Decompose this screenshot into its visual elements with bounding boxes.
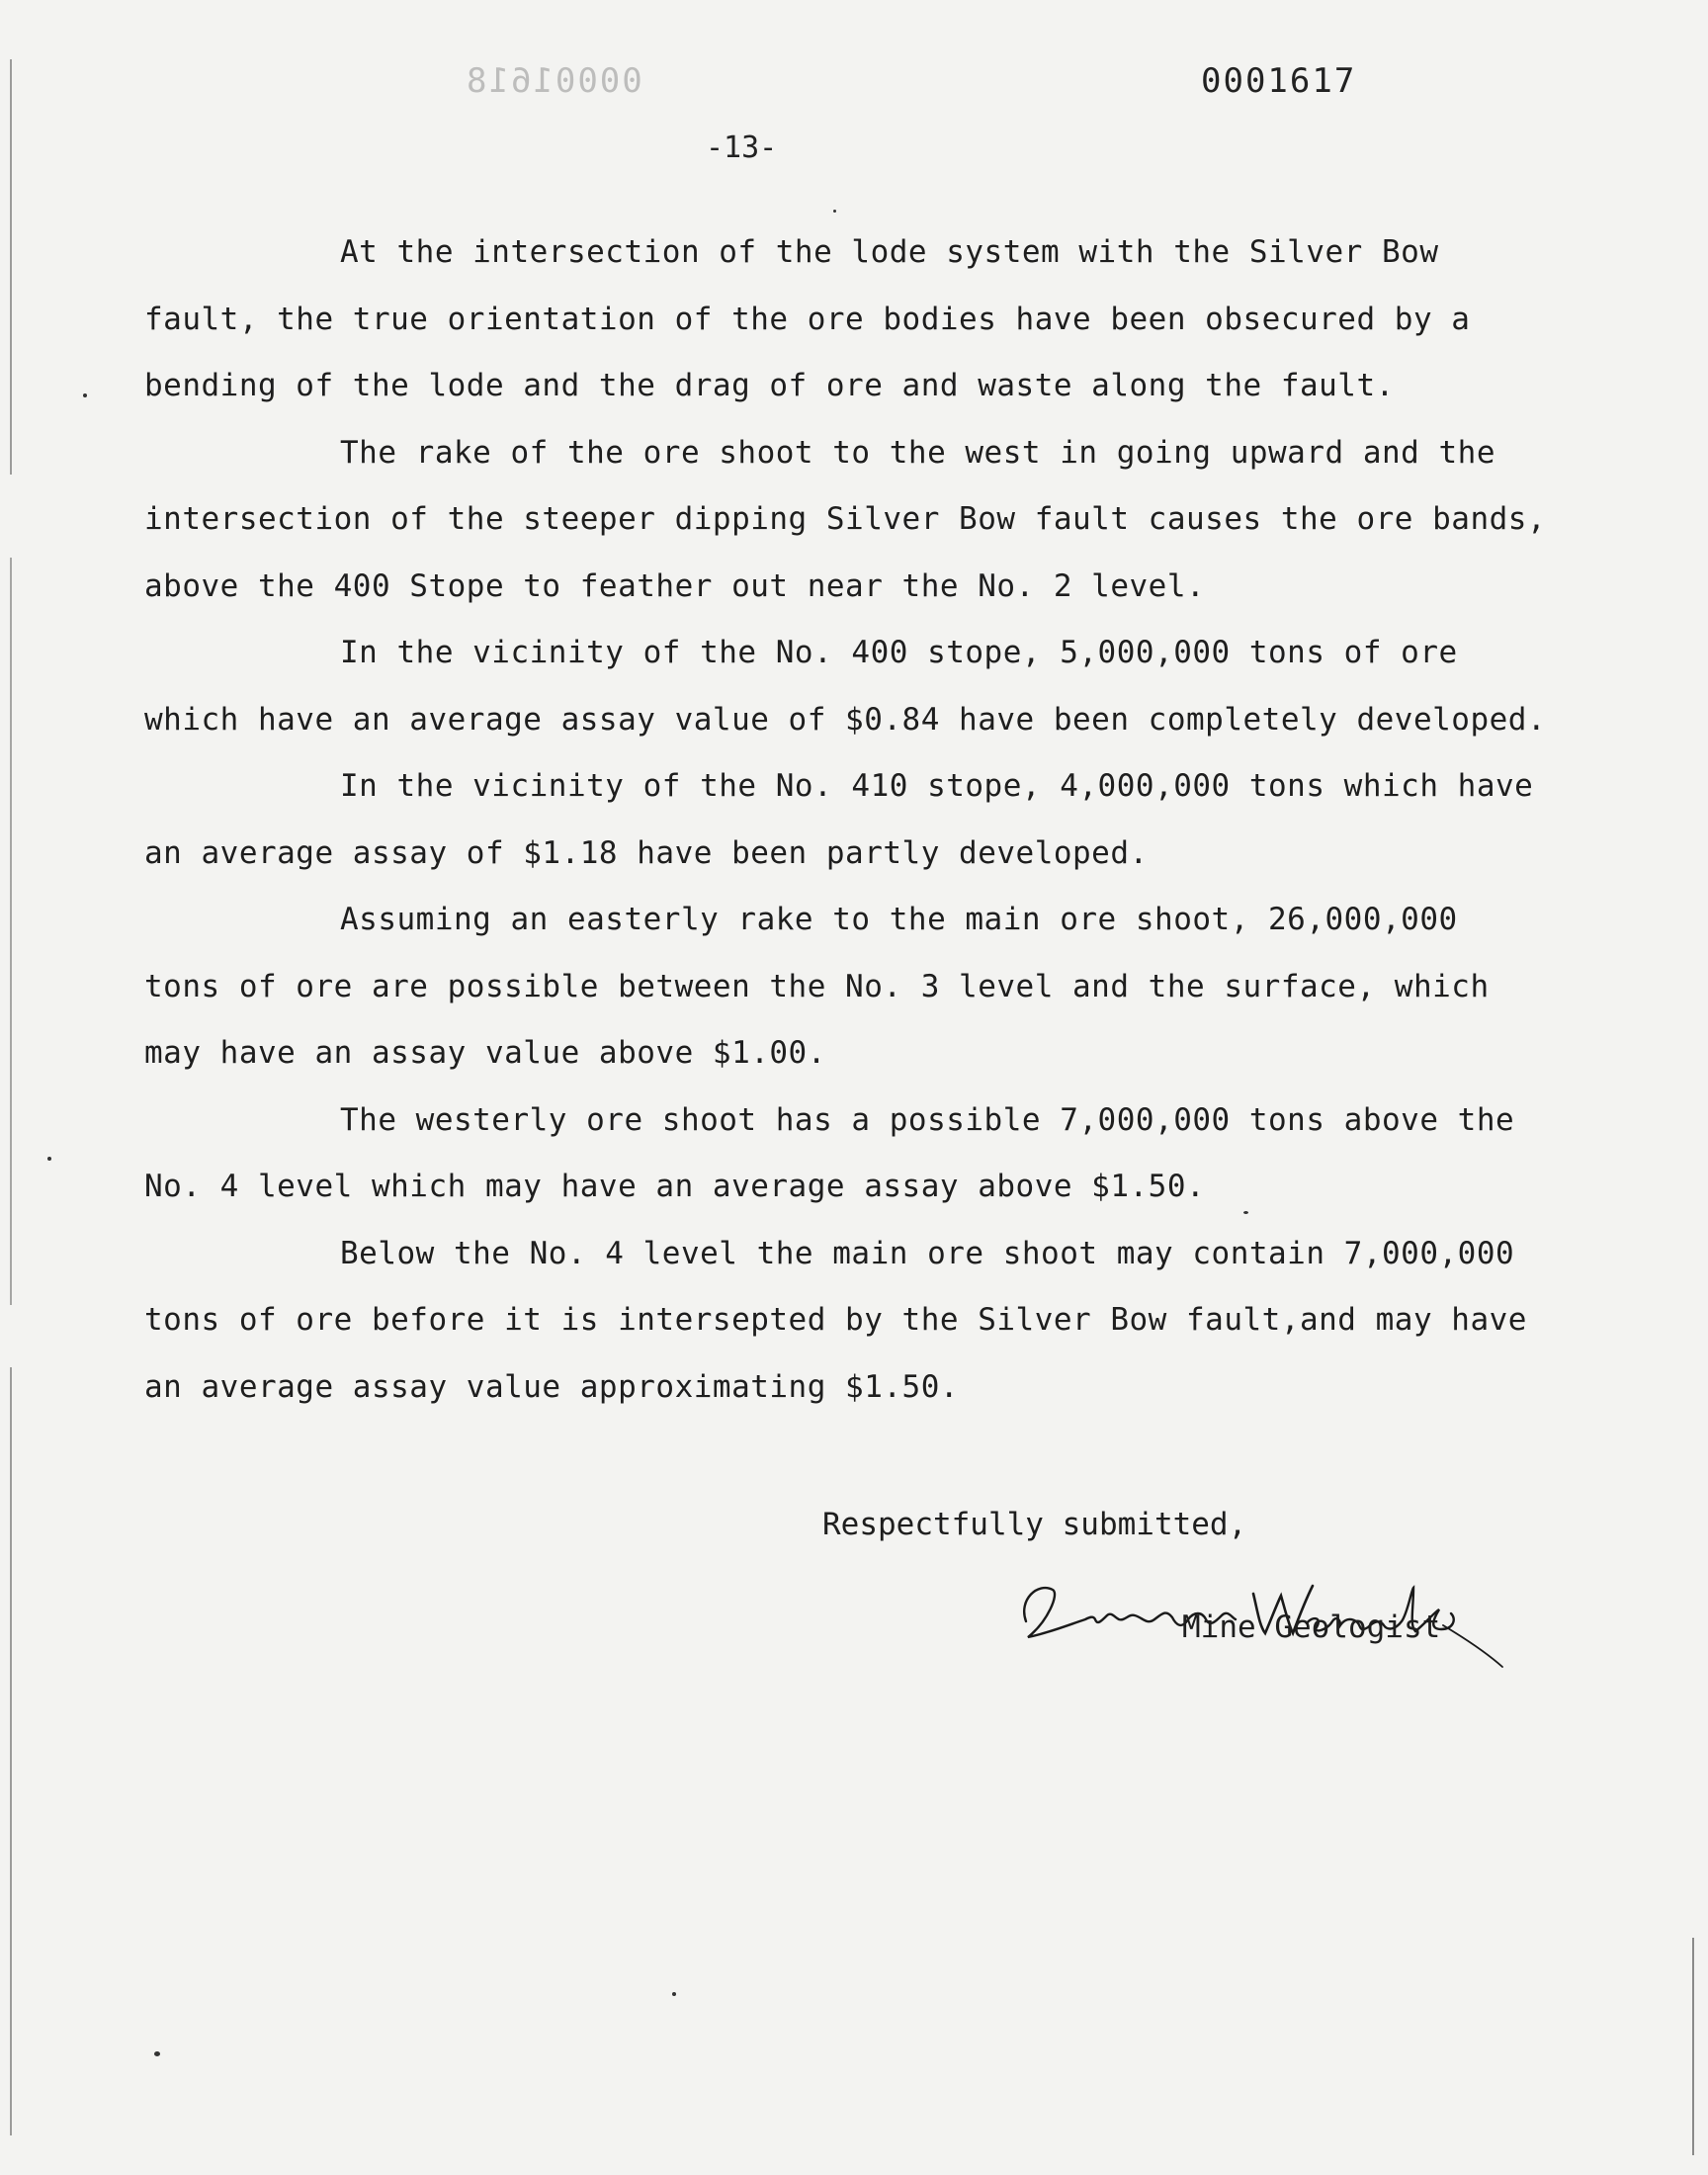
scan-edge-right xyxy=(1692,1938,1694,2155)
scan-speck xyxy=(83,393,87,397)
text-line: may have an assay value above $1.00. xyxy=(144,1035,826,1071)
text-line: an average assay value approximating $1.50. xyxy=(144,1368,960,1405)
document-number: 0001617 xyxy=(1201,61,1357,101)
scan-speck xyxy=(154,2051,160,2056)
signatory-title: Mine Geologist xyxy=(1182,1610,1441,1645)
text-line: The westerly ore shoot has a possible 7,000,000 tons above the xyxy=(340,1101,1515,1138)
paragraph xyxy=(144,1088,1647,1155)
paragraph xyxy=(144,1221,1647,1288)
paragraph-continuation xyxy=(144,821,1647,888)
paragraph xyxy=(144,887,1647,954)
bleed-through-number: 00001618 xyxy=(465,61,642,101)
scan-speck xyxy=(47,1157,51,1161)
paragraph xyxy=(144,420,1647,487)
body-text xyxy=(144,219,1647,1421)
page-number: -13- xyxy=(706,130,778,165)
paragraph xyxy=(144,620,1647,687)
text-line: above the 400 Stope to feather out near the No. 2 level. xyxy=(144,567,1206,604)
paragraph-continuation xyxy=(144,1287,1647,1421)
closing-salutation: Respectfully submitted, xyxy=(822,1507,1247,1542)
text-line: In the vicinity of the No. 410 stope, 4,000,000 tons which have xyxy=(340,768,1534,804)
text-line: Below the No. 4 level the main ore shoot may contain 7,000,000 xyxy=(340,1235,1515,1271)
text-line: fault, the true orientation of the ore bodies have been obsecured by a xyxy=(144,301,1471,337)
scan-speck xyxy=(1243,1211,1248,1214)
paragraph xyxy=(144,753,1647,821)
text-line: which have an average assay value of $0.84 have been completely developed. xyxy=(144,701,1547,738)
text-line: tons of ore before it is intersepted by the Silver Bow fault,and may have xyxy=(144,1302,1527,1338)
paragraph-continuation xyxy=(144,1154,1647,1221)
paragraph xyxy=(144,219,1647,287)
text-line: tons of ore are possible between the No. 3 level and the surface, which xyxy=(144,968,1490,1004)
paragraph-continuation xyxy=(144,954,1647,1088)
text-line: bending of the lode and the drag of ore and waste along the fault. xyxy=(144,368,1395,403)
text-line: an average assay of $1.18 have been partly developed. xyxy=(144,834,1149,871)
text-line: Assuming an easterly rake to the main ore shoot, 26,000,000 xyxy=(340,902,1458,937)
paragraph-continuation xyxy=(144,687,1647,754)
text-line: No. 4 level which may have an average assay above $1.50. xyxy=(144,1169,1206,1204)
paragraph-continuation xyxy=(144,486,1647,620)
text-line: intersection of the steeper dipping Silver Bow fault causes the ore bands, xyxy=(144,501,1547,537)
scan-speck xyxy=(672,1992,676,1996)
text-line: At the intersection of the lode system with the Silver Bow xyxy=(340,234,1439,270)
scan-speck xyxy=(833,210,836,213)
text-line: The rake of the ore shoot to the west in going upward and the xyxy=(340,434,1495,471)
paragraph-continuation xyxy=(144,287,1647,420)
scan-edge-left xyxy=(10,59,12,2135)
text-line: In the vicinity of the No. 400 stope, 5,000,000 tons of ore xyxy=(340,635,1458,670)
